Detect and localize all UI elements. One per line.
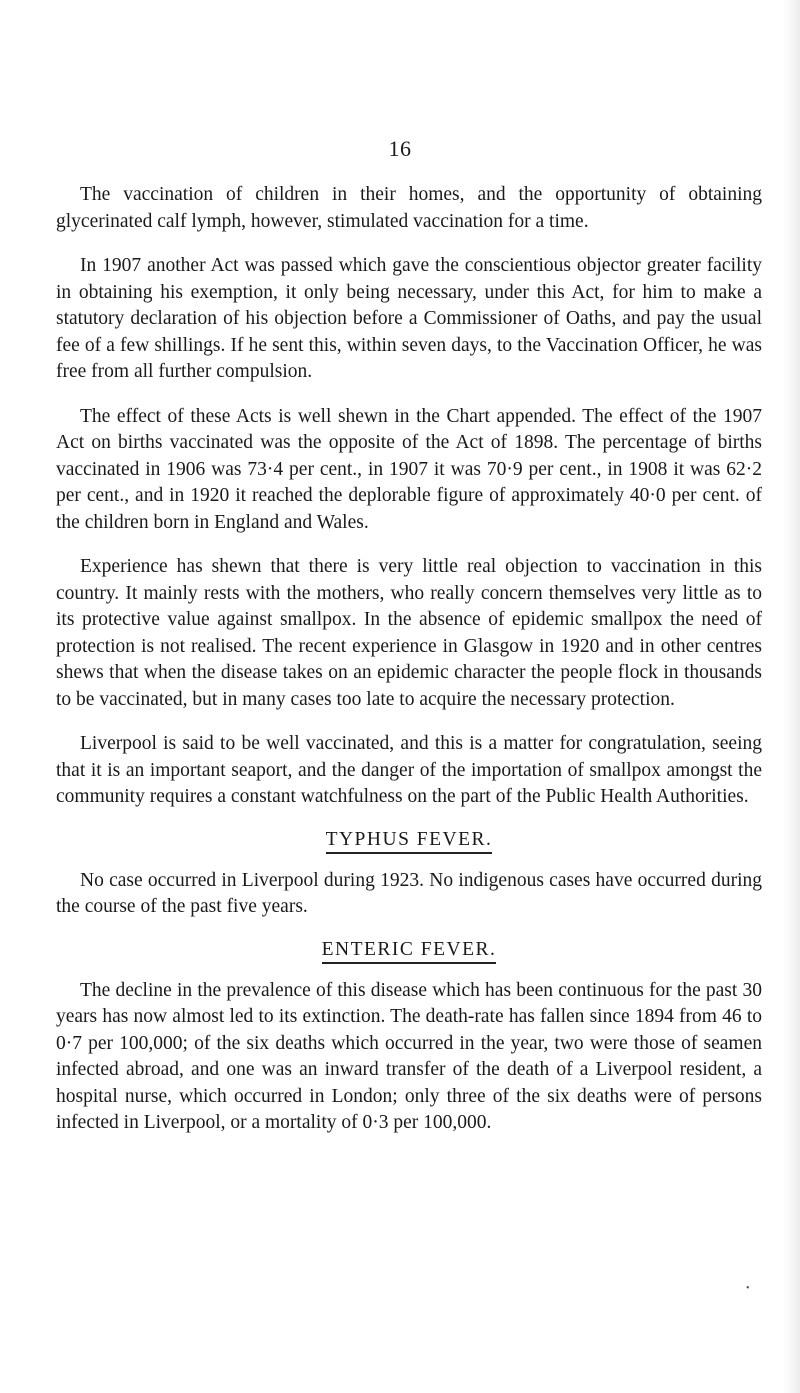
page-edge-shadow (784, 0, 800, 1393)
paragraph-vaccination-children: The vaccination of children in their homes, and the opportunity of obtaining glycerinated calf lymph, however, stimulated vaccination for a time. (56, 184, 762, 232)
heading-typhus-fever-text: TYPHUS FEVER. (326, 829, 493, 854)
stray-print-mark: • (746, 1283, 750, 1294)
paragraph-effect-of-acts: The effect of these Acts is well shewn in the Chart appended. The effect of the 1907 Act on births vaccinated was the opposite of the Act of 1898. The percentage of births vaccinated in 1906 was 73·4 per cent., in 1907 it was 70·9 per cent., in 1908 it was 62·2 per cent., and in 1920 it reached the deplorable figure of approximately 40·0 per cent. of the children born in England and Wales. (56, 405, 762, 533)
page-number: 16 (388, 136, 412, 161)
heading-enteric-fever (56, 939, 762, 964)
paragraph-liverpool: Liverpool is said to be well vaccinated, and this is a matter for congratulation, seeing that it is an important seaport, and the danger of the importation of smallpox amongst the community requires a constant watchfulness on the part of the Public Health Authorities. (56, 733, 762, 807)
paragraph-experience: Experience has shewn that there is very little real objection to vaccination in this country. It mainly rests with the mothers, who really concern themselves very little as to its protective value against smallpox. In the absence of epidemic smallpox the need of protection is not realised. The recent experience in Glasgow in 1920 and in other centres shews that when the disease takes on an epidemic character the people flock in thousands to be vaccinated, but in many cases too late to acquire the necessary protection. (56, 556, 762, 710)
paragraph-typhus: No case occurred in Liverpool during 1923. No indigenous cases have occurred during the course of the past five years. (56, 869, 762, 917)
paragraph-enteric: The decline in the prevalence of this disease which has been continuous for the past 30 years has now almost led to its extinction. The death-rate has fallen since 1894 from 46 to 0·7 per 100,000; of the six deaths which occurred in the year, two were those of seamen infected abroad, and one was an inward transfer of the death of a Liverpool resident, a hospital nurse, which occurred in London; only three of the six deaths were of persons infected in Liverpool, or a mortality of 0·3 per 100,000. (56, 979, 762, 1133)
page-body (56, 182, 762, 1155)
paragraph-1907-act: In 1907 another Act was passed which gave the conscientious objector greater facility in obtaining his exemption, it only being necessary, under this Act, for him to make a statutory declaration of his objection before a Commissioner of Oaths, and pay the usual fee of a few shillings. If he sent this, within seven days, to the Vaccination Officer, he was free from all further compulsion. (56, 255, 762, 382)
heading-typhus-fever (56, 829, 762, 854)
heading-enteric-fever-text: ENTERIC FEVER. (322, 939, 497, 964)
